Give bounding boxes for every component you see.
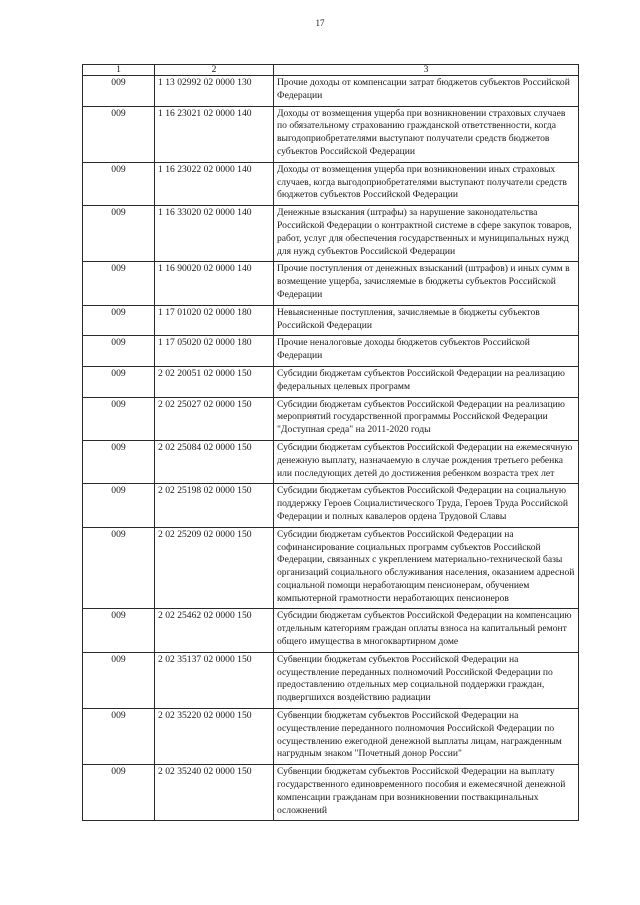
- admin-code-cell: 009: [83, 527, 155, 609]
- admin-code-cell: 009: [83, 336, 155, 367]
- revenue-name-cell: Субвенции бюджетам субъектов Российской Федерации на осуществление переданного полномочия Российской Федерации по осуществлению ежегодной денежной выплаты лицам, награжденным нагрудным знаком "Почетный донор России": [274, 709, 579, 765]
- admin-code-cell: 009: [83, 76, 155, 107]
- budget-code-cell: 2 02 25209 02 0000 150: [155, 527, 274, 609]
- admin-code-cell: 009: [83, 162, 155, 205]
- budget-code-cell: 2 02 20051 02 0000 150: [155, 366, 274, 397]
- budget-code-cell: 2 02 35240 02 0000 150: [155, 765, 274, 821]
- page-number: 17: [315, 18, 325, 28]
- table-row: [83, 366, 579, 397]
- revenue-name-cell: Субсидии бюджетам субъектов Российской Федерации на социальную поддержку Героев Социалистического Труда, Героев Труда Российской Федерации и полных кавалеров ордена Трудовой Славы: [274, 484, 579, 527]
- table-row: [83, 106, 579, 162]
- budget-code-cell: 1 13 02992 02 0000 130: [155, 76, 274, 107]
- table-row: [83, 336, 579, 367]
- header-row: [83, 65, 579, 76]
- admin-code-cell: 009: [83, 709, 155, 765]
- budget-code-cell: 1 17 01020 02 0000 180: [155, 305, 274, 336]
- revenue-name-cell: Субвенции бюджетам субъектов Российской Федерации на осуществление переданных полномочий Российской Федерации по предоставлению отдельных мер социальной поддержки граждан, подвергшихся воздействию радиации: [274, 652, 579, 708]
- admin-code-cell: 009: [83, 652, 155, 708]
- table-row: [83, 765, 579, 821]
- table-body: [83, 76, 579, 821]
- table-row: [83, 652, 579, 708]
- table-row: [83, 527, 579, 609]
- budget-code-cell: 1 17 05020 02 0000 180: [155, 336, 274, 367]
- budget-code-cell: 2 02 25462 02 0000 150: [155, 609, 274, 652]
- table-row: [83, 397, 579, 440]
- admin-code-cell: 009: [83, 366, 155, 397]
- header-col-3: 3: [274, 65, 579, 76]
- revenue-name-cell: Денежные взыскания (штрафы) за нарушение законодательства Российской Федерации о контрактной системе в сфере закупок товаров, работ, услуг для обеспечения государственных и муниципальных нужд для нужд субъектов Российской Федерации: [274, 206, 579, 262]
- budget-code-cell: 2 02 35137 02 0000 150: [155, 652, 274, 708]
- admin-code-cell: 009: [83, 440, 155, 483]
- revenue-name-cell: Прочие доходы от компенсации затрат бюджетов субъектов Российской Федерации: [274, 76, 579, 107]
- budget-code-cell: 1 16 90020 02 0000 140: [155, 262, 274, 305]
- table-row: [83, 609, 579, 652]
- budget-code-cell: 2 02 25084 02 0000 150: [155, 440, 274, 483]
- revenue-name-cell: Субсидии бюджетам субъектов Российской Федерации на софинансирование социальных программ субъектов Российской Федерации, связанных с укреплением материально-технической базы организаций социального обслуживания населения, оказанием адресной социальной помощи неработающим пенсионерам, обучением компьютерной грамотности неработающих пенсионеров: [274, 527, 579, 609]
- admin-code-cell: 009: [83, 609, 155, 652]
- table-row: [83, 206, 579, 262]
- table-row: [83, 262, 579, 305]
- table-row: [83, 440, 579, 483]
- table-row: [83, 709, 579, 765]
- table-row: [83, 162, 579, 205]
- admin-code-cell: 009: [83, 765, 155, 821]
- admin-code-cell: 009: [83, 262, 155, 305]
- revenue-name-cell: Прочие неналоговые доходы бюджетов субъектов Российской Федерации: [274, 336, 579, 367]
- header-col-2: 2: [155, 65, 274, 76]
- revenue-name-cell: Субсидии бюджетам субъектов Российской Федерации на ежемесячную денежную выплату, назначаемую в случае рождения третьего ребенка или последующих детей до достижения ребенком возраста трех лет: [274, 440, 579, 483]
- admin-code-cell: 009: [83, 397, 155, 440]
- revenue-name-cell: Субсидии бюджетам субъектов Российской Федерации на реализацию мероприятий государственной программы Российской Федерации "Доступная среда" на 2011-2020 годы: [274, 397, 579, 440]
- budget-code-cell: 2 02 25027 02 0000 150: [155, 397, 274, 440]
- revenue-name-cell: Субвенции бюджетам субъектов Российской Федерации на выплату государственного единовременного пособия и ежемесячной денежной компенсации гражданам при возникновении поствакцинальных осложнений: [274, 765, 579, 821]
- admin-code-cell: 009: [83, 206, 155, 262]
- table-row: [83, 305, 579, 336]
- admin-code-cell: 009: [83, 106, 155, 162]
- budget-code-cell: 1 16 23021 02 0000 140: [155, 106, 274, 162]
- revenue-codes-table: [82, 64, 579, 821]
- table-header: [83, 65, 579, 76]
- revenue-name-cell: Субсидии бюджетам субъектов Российской Федерации на реализацию федеральных целевых программ: [274, 366, 579, 397]
- admin-code-cell: 009: [83, 484, 155, 527]
- budget-code-cell: 1 16 33020 02 0000 140: [155, 206, 274, 262]
- admin-code-cell: 009: [83, 305, 155, 336]
- budget-code-cell: 1 16 23022 02 0000 140: [155, 162, 274, 205]
- budget-code-cell: 2 02 25198 02 0000 150: [155, 484, 274, 527]
- revenue-name-cell: Субсидии бюджетам субъектов Российской Федерации на компенсацию отдельным категориям граждан оплаты взноса на капитальный ремонт общего имущества в многоквартирном доме: [274, 609, 579, 652]
- revenue-name-cell: Прочие поступления от денежных взысканий (штрафов) и иных сумм в возмещение ущерба, зачисляемые в бюджеты субъектов Российской Федерации: [274, 262, 579, 305]
- revenue-name-cell: Невыясненные поступления, зачисляемые в бюджеты субъектов Российской Федерации: [274, 305, 579, 336]
- table-row: [83, 76, 579, 107]
- revenue-name-cell: Доходы от возмещения ущерба при возникновении страховых случаев по обязательному страхованию гражданской ответственности, когда выгодоприобретателями выступают получатели средств бюджетов субъектов Российской Федерации: [274, 106, 579, 162]
- budget-code-cell: 2 02 35220 02 0000 150: [155, 709, 274, 765]
- revenue-name-cell: Доходы от возмещения ущерба при возникновении иных страховых случаев, когда выгодоприобретателями выступают получатели средств бюджетов субъектов Российской Федерации: [274, 162, 579, 205]
- header-col-1: 1: [83, 65, 155, 76]
- table-row: [83, 484, 579, 527]
